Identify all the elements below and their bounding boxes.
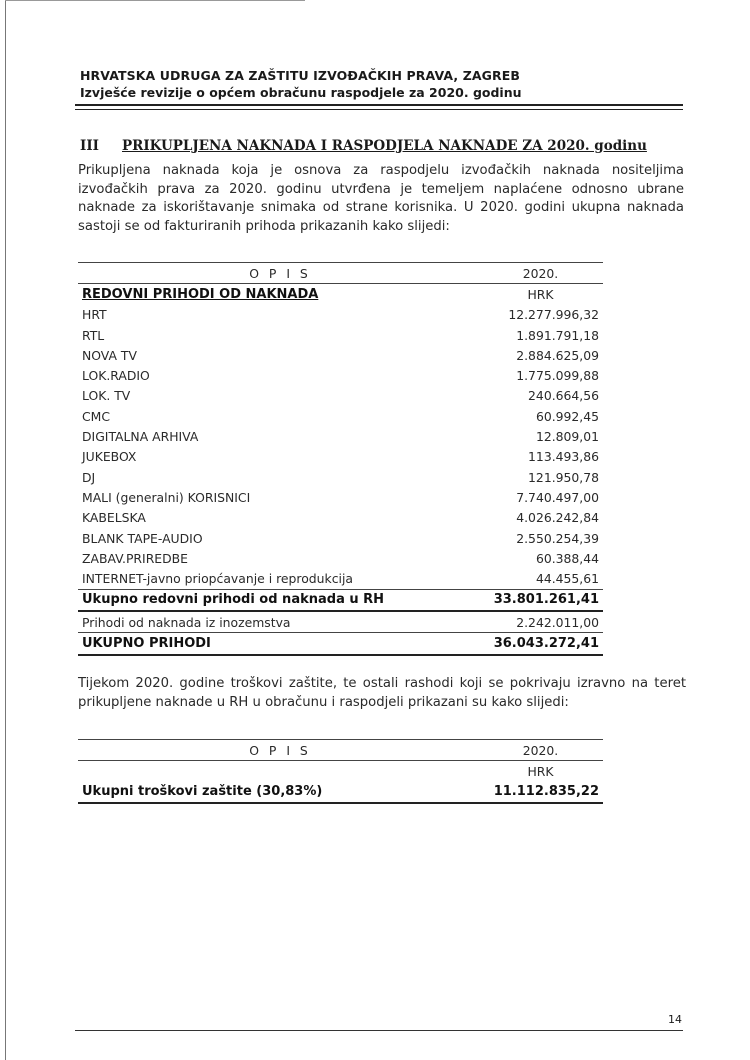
row-value: 44.455,61 — [478, 568, 603, 589]
income-table-header — [78, 263, 603, 284]
footer-rule — [75, 1030, 683, 1031]
column-header-year: 2020. — [478, 263, 603, 284]
intro-paragraph: Prikupljena naknada koja je osnova za raspodjelu izvođačkih naknada nositeljima izvođačkih prava za 2020. godinu utvrđena je temeljem naplaćene odnosno ubrane naknade za iskorištavanje snimaka od strane korisnika. U 2020. godini ukupna naknada sastoji se od fakturiranih prihoda prikazanih kako slijedi: — [78, 163, 684, 234]
row-label: DJ — [82, 469, 96, 485]
row-value: 113.493,86 — [528, 449, 599, 465]
column-header-desc: O P I S — [78, 263, 478, 284]
table-row — [78, 365, 603, 385]
document-header — [80, 68, 690, 100]
costs-table — [78, 739, 603, 804]
row-value: 12.277.996,32 — [508, 307, 599, 323]
foreign-income-value: 2.242.011,00 — [478, 611, 603, 633]
costs-intro-paragraph: Tijekom 2020. godine troškovi zaštite, te ostali rashodi koji se pokrivaju izravno na teret prikupljene naknade u RH u obračunu i raspodjeli prikazani su kako slijedi: — [78, 676, 686, 710]
subtotal-row — [78, 589, 603, 611]
table-row — [78, 487, 603, 507]
row-label: RTL — [82, 327, 105, 343]
currency-row — [78, 761, 603, 782]
group-label: REDOVNI PRIHODI OD NAKNADA — [82, 286, 319, 302]
row-label: HRT — [82, 307, 107, 323]
row-value: 4.026.242,84 — [516, 510, 599, 526]
total-value: 36.043.272,41 — [478, 633, 603, 655]
header-rule-thick — [75, 104, 683, 106]
table-row — [78, 528, 603, 548]
column-header-desc: O P I S — [78, 740, 478, 761]
row-label: CMC — [82, 408, 110, 424]
table-row — [78, 467, 603, 487]
total-label: UKUPNO PRIHODI — [78, 633, 478, 655]
section-heading — [80, 138, 647, 154]
row-value: 12.809,01 — [535, 429, 599, 445]
row-label: LOK. TV — [82, 388, 131, 404]
page-number: 14 — [668, 1013, 682, 1026]
currency-label: HRK — [527, 286, 554, 302]
row-label: LOK.RADIO — [82, 368, 150, 384]
foreign-income-row — [78, 611, 603, 633]
column-header-year: 2020. — [478, 740, 603, 761]
row-value: 2.550.254,39 — [516, 530, 599, 546]
row-value: 2.884.625,09 — [516, 347, 599, 363]
row-label: JUKEBOX — [82, 449, 137, 465]
income-table — [78, 262, 603, 656]
row-value: 7.740.497,00 — [516, 489, 599, 505]
table-row — [78, 568, 603, 589]
table-row — [78, 447, 603, 467]
currency-label: HRK — [527, 763, 554, 779]
costs-label: Ukupni troškovi zaštite (30,83%) — [78, 782, 478, 803]
organization-name: HRVATSKA UDRUGA ZA ZAŠTITU IZVOĐAČKIH PRAVA, ZAGREB — [80, 68, 520, 83]
table-row — [78, 345, 603, 365]
row-label: MALI (generalni) KORISNICI — [82, 489, 251, 505]
costs-value: 11.112.835,22 — [478, 782, 603, 803]
row-label: NOVA TV — [82, 347, 137, 363]
page-edge-left — [5, 0, 6, 1060]
header-rule-thin — [75, 109, 683, 110]
row-value: 121.950,78 — [528, 469, 599, 485]
table-row — [78, 508, 603, 528]
section-number: III — [80, 138, 99, 154]
table-row — [78, 325, 603, 345]
table-row — [78, 386, 603, 406]
table-row — [78, 305, 603, 325]
report-title: Izvješće revizije o općem obračunu raspodjele za 2020. godinu — [80, 85, 522, 100]
subtotal-value: 33.801.261,41 — [478, 589, 603, 611]
page-edge-top — [5, 0, 305, 1]
row-label: BLANK TAPE-AUDIO — [82, 530, 203, 546]
section-title: PRIKUPLJENA NAKNADA I RASPODJELA NAKNADE ZA 2020. godinu — [122, 138, 647, 154]
row-label: INTERNET-javno priopćavanje i reprodukcija — [78, 568, 478, 589]
foreign-income-label: Prihodi od naknada iz inozemstva — [78, 611, 478, 633]
table-row — [78, 548, 603, 568]
row-value: 240.664,56 — [528, 388, 599, 404]
row-value: 1.775.099,88 — [516, 368, 599, 384]
row-value: 60.992,45 — [535, 408, 599, 424]
costs-row — [78, 782, 603, 803]
table-row — [78, 406, 603, 426]
row-label: KABELSKA — [82, 510, 146, 526]
row-value: 1.891.791,18 — [516, 327, 599, 343]
group-header-row — [78, 284, 603, 305]
row-label: ZABAV.PRIREDBE — [82, 550, 189, 566]
row-label: DIGITALNA ARHIVA — [82, 429, 199, 445]
subtotal-label: Ukupno redovni prihodi od naknada u RH — [78, 589, 478, 611]
costs-table-header — [78, 740, 603, 761]
total-row — [78, 633, 603, 655]
table-row — [78, 426, 603, 446]
row-value: 60.388,44 — [535, 550, 599, 566]
